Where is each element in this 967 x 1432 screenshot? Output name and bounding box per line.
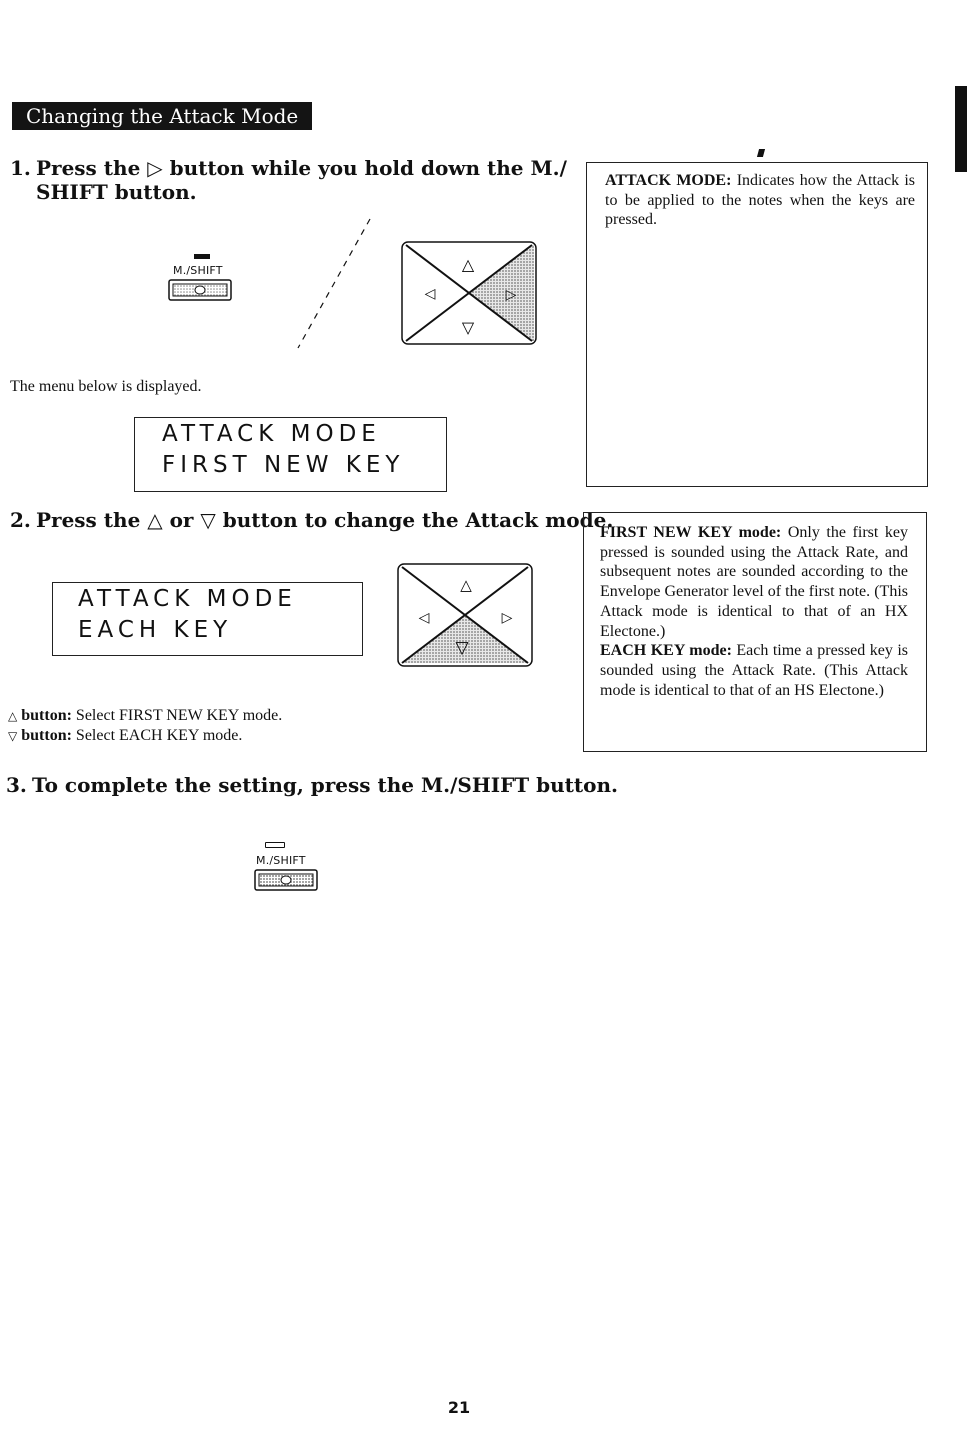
dpad-2-right-arrow-icon[interactable]: ▷ [501,610,513,626]
lcd-display-1 [134,417,447,492]
up-triangle-icon: △ [8,709,18,723]
step-1-number: 1. [10,156,31,180]
lcd-1-line-2: FIRST NEW KEY [162,452,405,478]
button-notes [8,706,282,746]
step-3 [6,773,618,797]
mshift-control-1[interactable] [168,254,238,306]
note-each-key-text: Each time a pressed key is sounded using the Attack Rate. (This Attack mode is identical to that of an HS Electone.) [600,642,908,699]
note-each-key-term: EACH KEY mode: [600,642,732,660]
lcd-2-line-2: EACH KEY [78,617,233,643]
dashed-pointer-icon [290,214,380,354]
page-number: 21 [447,1398,471,1417]
lcd-display-2 [52,582,363,656]
dpad-2-down-arrow-icon[interactable]: ▽ [455,638,469,658]
dpad-down-arrow-icon[interactable]: ▽ [461,318,475,337]
mshift-indicator-on [194,254,210,259]
dpad-icon-2[interactable] [396,562,536,668]
step-1-line-2: SHIFT button. [36,180,197,204]
lcd-2-line-1: ATTACK MODE [78,586,297,612]
dpad-right-arrow-icon[interactable]: ▷ [505,287,517,303]
button-note-up: △ button: Select FIRST NEW KEY mode. [8,707,283,724]
mshift-button-icon[interactable] [168,279,232,301]
step-3-text: To complete the setting, press the M./SHIFT button. [32,773,618,797]
button-note-down: ▽ button: Select EACH KEY mode. [8,727,243,744]
down-triangle-icon: ▽ [8,729,18,743]
edge-tab-mark [955,86,967,172]
step-2 [10,508,613,532]
dpad-up-arrow-icon[interactable]: △ [461,255,475,274]
lcd-1-line-1: ATTACK MODE [162,421,381,447]
note-key-modes [583,512,927,752]
section-title: Changing the Attack Mode [12,102,312,130]
dpad-2-left-arrow-icon[interactable]: ◁ [418,610,430,626]
mshift-label-1: M./SHIFT [173,264,223,277]
dpad-left-arrow-icon[interactable]: ◁ [424,286,436,302]
step-2-number: 2. [10,508,31,532]
mshift-button-icon-2[interactable] [254,869,318,891]
mshift-label-2: M./SHIFT [256,854,306,867]
step-1 [10,156,570,204]
ink-mark [757,149,765,157]
step-2-text: Press the △ or ▽ button to change the Attack mode. [36,508,614,532]
mshift-control-2[interactable] [254,842,324,896]
mshift-indicator-off [265,842,285,848]
note-attack-mode-term: ATTACK MODE: [605,172,732,189]
note-first-new-key-text: Only the first key pressed is sounded using the Attack Rate, and subsequent notes are sounded according to the Envelope Generator level of the first note. (This Attack mode is identical to that of an HX Electone.) [600,524,909,640]
dpad-icon[interactable] [400,240,540,346]
note-attack-mode [586,162,928,487]
step-1-line-1: Press the ▷ button while you hold down the M./ [36,156,567,180]
note-attack-mode-text: Indicates how the Attack is to be applied to the notes when the keys are pressed. [605,172,916,229]
note-first-new-key-term: FIRST NEW KEY mode: [600,524,782,541]
menu-caption: The menu below is displayed. [10,378,202,395]
dpad-2-up-arrow-icon[interactable]: △ [460,576,472,594]
step-3-number: 3. [6,773,27,797]
